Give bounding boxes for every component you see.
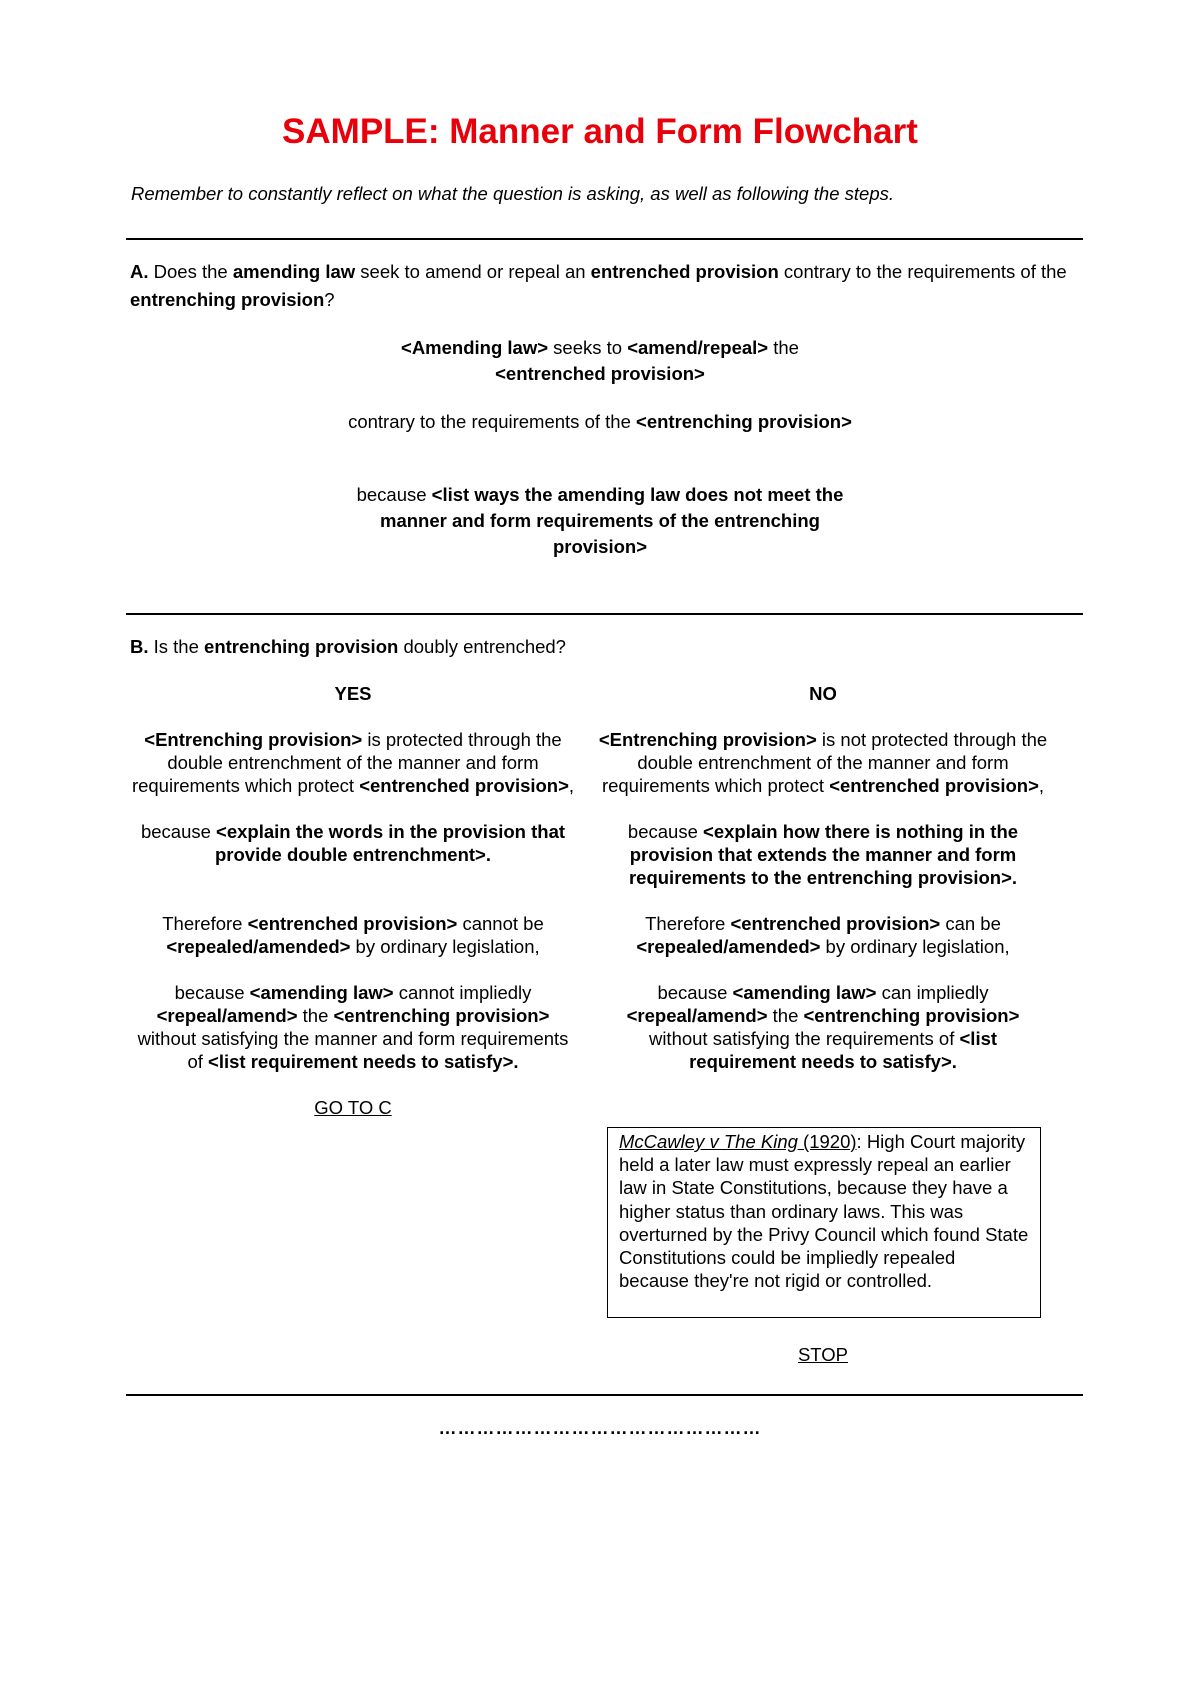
placeholder-term: <amend/repeal> (627, 337, 769, 358)
placeholder-term: <Amending law> (401, 337, 549, 358)
no-paragraph-3 (598, 912, 1048, 958)
no-paragraph-1 (598, 728, 1048, 797)
placeholder-term: <entrenching provision> (333, 1005, 550, 1026)
paragraph-text: because (627, 821, 704, 842)
case-note-text: High Court majority held a later law must expressly repeal an earlier law in State Constitutions, because they have a higher status than ordinary laws. This was overturned by the Privy Council which found State Constitutions could be impliedly repealed because they're not rigid or controlled. (619, 1131, 1029, 1292)
placeholder-term: <Entrenching provision> (598, 729, 817, 750)
placeholder-term: <list ways the amending law does not meet the manner and form requirements of the entrenching provision> (380, 484, 844, 557)
placeholder-term: <repeal/amend> (626, 1005, 768, 1026)
paragraph-text: Therefore (645, 913, 731, 934)
paragraph-text: by ordinary legislation, (350, 936, 540, 957)
question-text: Is the (148, 636, 205, 657)
case-name: McCawley v The King (619, 1131, 798, 1152)
no-paragraph-4 (598, 981, 1048, 1073)
placeholder-term: <repealed/amended> (636, 936, 821, 957)
statement-text: contrary to the requirements of the (348, 411, 637, 432)
section-b-question (130, 633, 1070, 661)
paragraph-text: can impliedly (876, 982, 989, 1003)
statement-text: because (356, 484, 432, 505)
question-term: entrenched provision (590, 261, 779, 282)
placeholder-term: <amending law> (249, 982, 394, 1003)
paragraph-text: because (174, 982, 250, 1003)
paragraph-text: by ordinary legislation, (820, 936, 1010, 957)
section-a-statement-3 (340, 482, 860, 560)
section-divider-bottom (126, 1394, 1083, 1396)
paragraph-text: Therefore (162, 913, 248, 934)
placeholder-term: <entrenched provision> (495, 363, 705, 384)
placeholder-term: <entrenched provision> (359, 775, 569, 796)
case-colon: : (856, 1131, 867, 1152)
yes-paragraph-3 (128, 912, 578, 958)
yes-paragraph-1 (128, 728, 578, 797)
placeholder-term: <entrenching provision> (636, 411, 852, 432)
paragraph-text: cannot be (457, 913, 544, 934)
no-paragraph-2 (598, 820, 1048, 889)
question-term: amending law (232, 261, 356, 282)
question-text: ? (324, 289, 335, 310)
question-text: seek to amend or repeal an (355, 261, 591, 282)
paragraph-text: the (297, 1005, 334, 1026)
page-title: SAMPLE: Manner and Form Flowchart (282, 112, 918, 151)
placeholder-term: <repealed/amended> (166, 936, 351, 957)
yes-column (128, 682, 578, 1119)
placeholder-term: <repeal/amend> (156, 1005, 298, 1026)
section-b-label: B. (130, 636, 149, 657)
question-text: doubly entrenched? (398, 636, 566, 657)
paragraph-text: , (568, 775, 575, 796)
placeholder-term: <Entrenching provision> (144, 729, 363, 750)
section-divider-top (126, 238, 1083, 240)
placeholder-term: <entrenched provision> (247, 913, 458, 934)
yes-paragraph-2 (128, 820, 578, 866)
section-a-question (130, 258, 1070, 314)
no-heading: NO (809, 683, 837, 704)
go-to-c-link[interactable]: GO TO C (314, 1097, 392, 1118)
no-column (598, 682, 1048, 1073)
paragraph-text: because (657, 982, 733, 1003)
placeholder-term: <explain how there is nothing in the provision that extends the manner and form requirements to the entrenching provision>. (628, 821, 1019, 888)
paragraph-text: because (140, 821, 217, 842)
footer-dots: …………………………………………… (438, 1418, 762, 1438)
case-note-box (607, 1127, 1041, 1318)
placeholder-term: <entrenched provision> (730, 913, 941, 934)
section-a-statement-1 (340, 335, 860, 387)
paragraph-text: is not protected through the double entrenchment of the manner and form requirements which protect (601, 729, 1048, 796)
stop-link[interactable]: STOP (797, 1344, 849, 1365)
question-text: Does the (148, 261, 233, 282)
paragraph-text: , (1038, 775, 1045, 796)
paragraph-text: without satisfying the requirements of (648, 1028, 960, 1049)
placeholder-term: <list requirement needs to satisfy>. (208, 1051, 519, 1072)
placeholder-term: <entrenched provision> (829, 775, 1039, 796)
placeholder-term: <explain the words in the provision that provide double entrenchment>. (214, 821, 566, 865)
question-term: entrenching provision (204, 636, 399, 657)
paragraph-text: cannot impliedly (393, 982, 532, 1003)
page-subtitle: Remember to constantly reflect on what the question is asking, as well as following the steps. (131, 183, 894, 204)
placeholder-term: <entrenching provision> (803, 1005, 1020, 1026)
question-term: entrenching provision (130, 289, 325, 310)
stop-row (598, 1343, 1048, 1366)
placeholder-term: <list requirement needs to satisfy>. (689, 1028, 998, 1072)
section-a-label: A. (130, 261, 149, 282)
section-divider-middle (126, 613, 1083, 615)
yes-heading: YES (334, 683, 372, 704)
statement-text: seeks to (548, 337, 628, 358)
question-text: contrary to the requirements of the (778, 261, 1067, 282)
case-year: (1920) (797, 1131, 857, 1152)
section-a-statement-2 (340, 409, 860, 435)
statement-text: the (768, 337, 799, 358)
paragraph-text: without satisfying the manner and form requirements of (137, 1028, 569, 1072)
paragraph-text: can be (940, 913, 1001, 934)
placeholder-term: <amending law> (732, 982, 877, 1003)
paragraph-text: the (767, 1005, 804, 1026)
yes-paragraph-4 (128, 981, 578, 1073)
paragraph-text: is protected through the double entrenchment of the manner and form requirements which protect (131, 729, 562, 796)
